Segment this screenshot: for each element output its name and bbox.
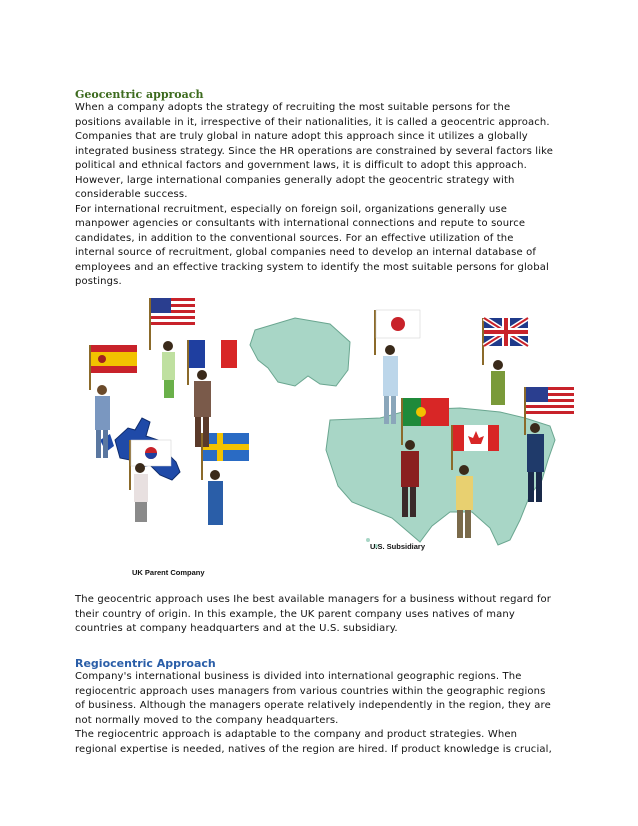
uk-parent-label: UK Parent Company bbox=[132, 568, 205, 577]
text-line: manpower agencies or consultants with international connections and repute to source bbox=[75, 218, 526, 229]
text-line: However, large international companies generally adopt the geocentric strategy with bbox=[75, 174, 515, 186]
us-subsidiary-label: U.S. Subsidiary bbox=[370, 542, 426, 551]
geocentric-heading: Geocentric approach bbox=[75, 88, 204, 101]
text-line: Companies that are truly global in nature adopt this approach since it utilizes a globally bbox=[75, 131, 528, 142]
japan-flag bbox=[375, 310, 420, 355]
text-line: The regiocentric approach is adaptable to the company and product strategies. When bbox=[75, 729, 518, 740]
text-line: The geocentric approach uses Ihe best available managers for a business without regard for bbox=[75, 594, 552, 605]
text-line: integrated business strategy. Since the HR operations are constrained by several factors like bbox=[75, 145, 554, 157]
alaska-map bbox=[250, 318, 350, 386]
sweden-flag bbox=[202, 433, 249, 480]
text-line: political and ethnical factors and government laws, it is difficult to adopt this approach. bbox=[75, 160, 527, 171]
regiocentric-body bbox=[75, 670, 570, 757]
person-man-blue bbox=[95, 385, 110, 458]
text-line: positions available in it, irrespective of their nationalities, it is called a geocentric approach. bbox=[75, 116, 550, 128]
text-line: countries at company headquarters and at the U.S. subsidiary. bbox=[75, 623, 398, 634]
uk-flag bbox=[483, 318, 528, 365]
text-line: candidates, in addition to the conventional sources. For an effective utilization of the bbox=[75, 232, 514, 244]
text-line: their country of origin. In this example, the UK parent company uses natives of many bbox=[75, 608, 515, 620]
figure-caption bbox=[75, 593, 570, 637]
spain-flag bbox=[90, 345, 137, 390]
person-woman-olive bbox=[491, 360, 505, 405]
geocentric-body bbox=[75, 101, 570, 290]
text-line: regional expertise is needed, natives of the region are hired. If product knowledge is crucial, bbox=[75, 743, 552, 755]
text-line: For international recruitment, especially on foreign soil, organizations generally use bbox=[75, 203, 508, 215]
text-line: not normally moved to the company headquarters. bbox=[75, 714, 339, 726]
text-line: postings. bbox=[75, 276, 122, 287]
geocentric-illustration bbox=[80, 290, 580, 580]
text-line: When a company adopts the strategy of recruiting the most suitable persons for the bbox=[75, 102, 511, 113]
text-line: regiocentric approach uses managers from various countries within the geographic regions bbox=[75, 685, 546, 697]
person-woman-blue bbox=[208, 470, 223, 525]
text-line: Company's international business is divided into international geographic regions. The bbox=[75, 671, 522, 682]
person-woman-green bbox=[162, 341, 175, 398]
person-man-navy bbox=[527, 423, 544, 502]
text-line: employees and an effective tracking system to identify the most suitable persons for global bbox=[75, 261, 549, 273]
text-line: considerable success. bbox=[75, 189, 188, 200]
us-map bbox=[326, 408, 555, 545]
person-woman-lightblue bbox=[383, 345, 398, 424]
text-line: internal source of recruitment, global companies need to develop an internal database of bbox=[75, 247, 537, 258]
person-woman-grey bbox=[134, 463, 148, 522]
text-line: of business. Although the managers operate relatively independently in the region, they are bbox=[75, 700, 551, 711]
regiocentric-heading: Regiocentric Approach bbox=[75, 657, 216, 670]
france-flag bbox=[188, 340, 237, 385]
